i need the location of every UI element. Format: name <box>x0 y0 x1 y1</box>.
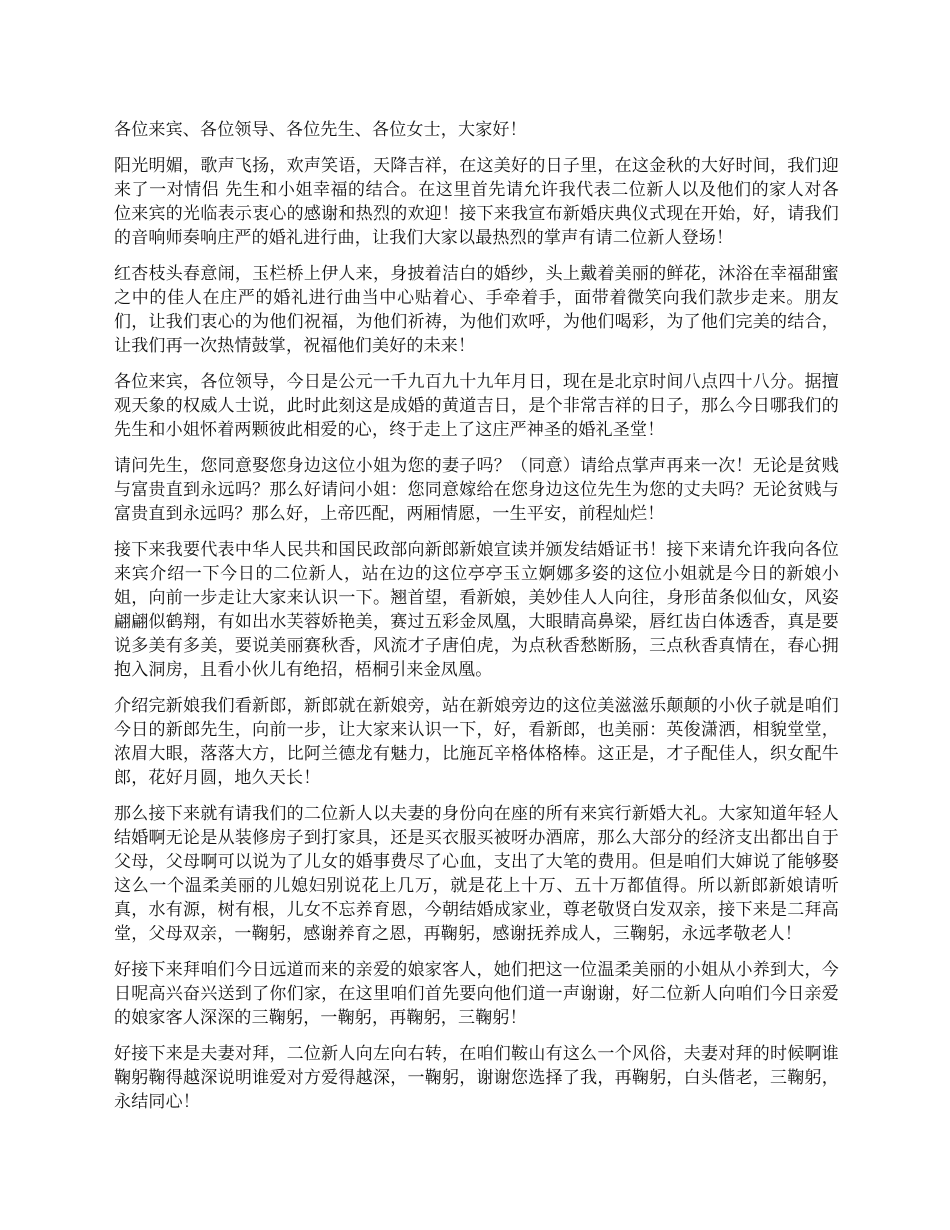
paragraph-bow-to-guests: 好接下来拜咱们今日远道而来的亲爱的娘家客人，她们把这一位温柔美丽的小姐从小养到大，今日呢高兴奋兴送到了你们家，在这里咱们首先要向他们道一声谢谢，好二位新人向咱们今日亲爱的娘家客人深深的三鞠躬，一鞠躬，再鞠躬，三鞠躬！ <box>114 960 839 1028</box>
paragraph-bow-to-parents: 那么接下来就有请我们的二位新人以夫妻的身份向在座的所有来宾行新婚大礼。大家知道年轻人结婚啊无论是从装修房子到打家具，还是买衣服买被呀办酒席，那么大部分的经济支出都出自于父母，父母啊可以说为了儿女的婚事费尽了心血，支出了大笔的费用。但是咱们大婶说了能够娶这么一个温柔美丽的儿媳妇别说花上几万，就是花上十万、五十万都值得。所以新郎新娘请听真，水有源，树有根，儿女不忘养育恩，今朝结婚成家业，尊老敬贤白发双亲，接下来是二拜高堂，父母双亲，一鞠躬，感谢养育之恩，再鞠躬，感谢抚养成人，三鞠躬，永远孝敬老人！ <box>114 804 839 944</box>
paragraph-vows: 请问先生，您同意娶您身边这位小姐为您的妻子吗？（同意）请给点掌声再来一次！无论是贫贱与富贵直到永远吗？那么好请问小姐：您同意嫁给在您身边这位先生为您的丈夫吗？无论贫贱与富贵直到永远吗？那么好，上帝匹配，两厢情愿，一生平安，前程灿烂！ <box>114 456 839 524</box>
paragraph-couple-bow: 好接下来是夫妻对拜，二位新人向左向右转，在咱们鞍山有这么一个风俗，夫妻对拜的时候啊谁鞠躬鞠得越深说明谁爱对方爱得越深，一鞠躬，谢谢您选择了我，再鞠躬，白头偕老，三鞠躬，永结同心！ <box>114 1044 839 1112</box>
document-body <box>114 118 839 1126</box>
paragraph-groom-introduction: 介绍完新娘我们看新郎，新郎就在新娘旁，站在新娘旁边的这位美滋滋乐颠颠的小伙子就是咱们今日的新郎先生，向前一步，让大家来认识一下，好，看新郎，也美丽：英俊潇洒，相貌堂堂，浓眉大眼，落落大方，比阿兰德龙有魅力，比施瓦辛格体格棒。这正是，才子配佳人，织女配牛郎，花好月圆，地久天长！ <box>114 696 839 788</box>
paragraph-greeting: 各位来宾、各位领导、各位先生、各位女士，大家好！ <box>114 120 527 140</box>
paragraph-opening: 阳光明媚，歌声飞扬，欢声笑语，天降吉祥，在这美好的日子里，在这金秋的大好时间，我们迎来了一对情侣 先生和小姐幸福的结合。在这里首先请允许我代表二位新人以及他们的家人对各位来宾的光临表示衷心的感谢和热烈的欢迎！接下来我宣布新婚庆典仪式现在开始，好，请我们的音响师奏响庄严的婚礼进行曲，让我们大家以最热烈的掌声有请二位新人登场！ <box>114 156 839 248</box>
paragraph-auspicious-time: 各位来宾，各位领导，今日是公元一千九百九十九年月日，现在是北京时间八点四十八分。据擅观天象的权威人士说，此时此刻这是成婚的黄道吉日，是个非常吉祥的日子，那么今日哪我们的先生和小姐怀着两颗彼此相爱的心，终于走上了这庄严神圣的婚礼圣堂！ <box>114 372 839 440</box>
paragraph-bride-introduction: 接下来我要代表中华人民共和国民政部向新郎新娘宣读并颁发结婚证书！接下来请允许我向各位来宾介绍一下今日的二位新人，站在边的这位亭亭玉立婀娜多姿的这位小姐就是今日的新娘小姐，向前一步走让大家来认识一下。翘首望，看新娘，美妙佳人人向往，身形苗条似仙女，风姿翩翩似鹤翔，有如出水芙蓉娇艳美，赛过五彩金凤凰，大眼睛高鼻梁，唇红齿白体透香，真是要说多美有多美，要说美丽赛秋香，风流才子唐伯虎，为点秋香愁断肠，三点秋香真情在，春心拥抱入洞房，且看小伙儿有绝招，梧桐引来金凤凰。 <box>114 540 839 680</box>
paragraph-entrance: 红杏枝头春意闹，玉栏桥上伊人来，身披着洁白的婚纱，头上戴着美丽的鲜花，沐浴在幸福甜蜜之中的佳人在庄严的婚礼进行曲当中心贴着心、手牵着手，面带着微笑向我们款步走来。朋友们，让我们衷心的为他们祝福，为他们祈祷，为他们欢呼，为他们喝彩，为了他们完美的结合，让我们再一次热情鼓掌，祝福他们美好的未来！ <box>114 264 839 356</box>
